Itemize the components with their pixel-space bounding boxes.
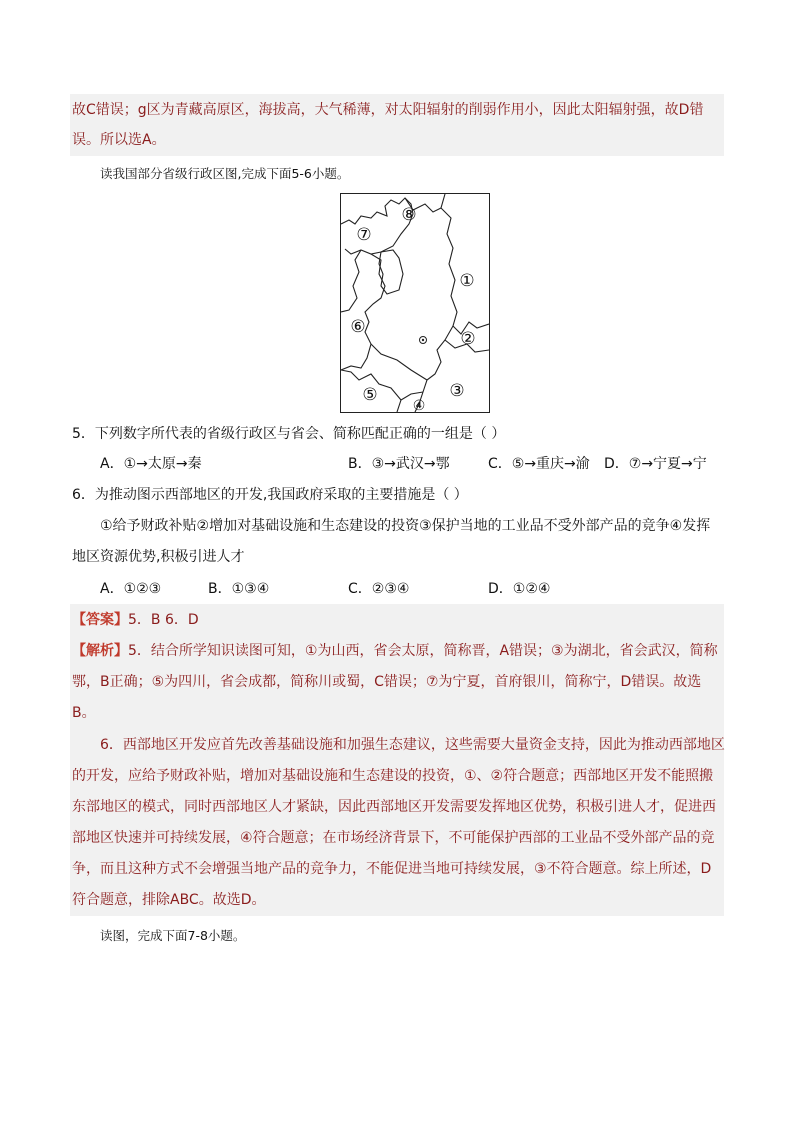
q5-option-c: C．⑤→重庆→渝 bbox=[488, 456, 590, 472]
analysis-line bbox=[72, 641, 718, 661]
question-intro: 读我国部分省级行政区图,完成下面5-6小题。 bbox=[100, 166, 350, 181]
map-label-8: ⑧ bbox=[401, 205, 417, 225]
map-label-6: ⑥ bbox=[350, 317, 366, 337]
q5-option-b: B．③→武汉→鄂 bbox=[348, 456, 450, 472]
map-label-1: ① bbox=[459, 271, 475, 291]
explanation-line: 误。所以选A。 bbox=[72, 132, 166, 148]
q5-option-d: D．⑦→宁夏→宁 bbox=[604, 456, 707, 472]
map-label-4: ④ bbox=[412, 398, 426, 412]
q6-option-a: A．①②③ bbox=[100, 581, 162, 597]
q5-option-a: A．①→太原→秦 bbox=[100, 456, 202, 472]
question-intro: 读图，完成下面7-8小题。 bbox=[100, 928, 246, 943]
analysis-tag: 【解析】 bbox=[72, 643, 128, 659]
answer-text: 5．B 6．D bbox=[128, 612, 199, 628]
q6-option-b: B．①③④ bbox=[208, 581, 270, 597]
explanation-line: 故C错误；g区为青藏高原区，海拔高，大气稀薄，对太阳辐射的削弱作用小，因此太阳辐射强，故D错 bbox=[72, 102, 704, 118]
province-map-drawing bbox=[341, 194, 489, 412]
question-6-items: ①给予财政补贴②增加对基础设施和生态建设的投资③保护当地的工业品不受外部产品的竞争④发挥 bbox=[100, 518, 711, 534]
analysis-line: 的开发，应给予财政补贴，增加对基础设施和生态建设的投资，①、②符合题意；西部地区开发不能照搬 bbox=[72, 768, 714, 784]
question-6-stem: 6．为推动图示西部地区的开发,我国政府采取的主要措施是（ ） bbox=[72, 487, 468, 503]
analysis-text: 5．结合所学知识读图可知，①为山西，省会太原，简称晋，A错误；③为湖北，省会武汉，简称 bbox=[128, 643, 718, 659]
analysis-line: B。 bbox=[72, 705, 96, 721]
question-5-stem: 5．下列数字所代表的省级行政区与省会、简称匹配正确的一组是（ ） bbox=[72, 426, 506, 442]
analysis-line: 鄂，B正确；⑤为四川，省会成都，简称川或蜀，C错误；⑦为宁夏，首府银川，简称宁，D错误。故选 bbox=[72, 674, 702, 690]
map-label-7: ⑦ bbox=[356, 225, 372, 245]
analysis-line: 部地区快速并可持续发展，④符合题意；在市场经济背景下，不可能保护西部的工业品不受外部产品的竞 bbox=[72, 830, 715, 846]
map-label-3: ③ bbox=[449, 381, 465, 401]
analysis-line: 争，而且这种方式不会增强当地产品的竞争力，不能促进当地可持续发展，③不符合题意。综上所述，D bbox=[72, 861, 712, 877]
answer-line bbox=[72, 610, 199, 630]
province-map bbox=[340, 193, 490, 413]
q6-option-c: C．②③④ bbox=[348, 581, 410, 597]
map-label-2: ② bbox=[460, 329, 476, 349]
map-label-5: ⑤ bbox=[362, 385, 378, 405]
analysis-line: 6．西部地区开发应首先改善基础设施和加强生态建议，这些需要大量资金支持，因此为推动西部地区 bbox=[100, 737, 725, 753]
answer-tag: 【答案】 bbox=[72, 612, 128, 628]
question-6-items: 地区资源优势,积极引进人才 bbox=[72, 549, 245, 565]
analysis-line: 东部地区的模式，同时西部地区人才紧缺，因此西部地区开发需要发挥地区优势，积极引进人才，促进西 bbox=[72, 799, 716, 815]
analysis-line: 符合题意，排除ABC。故选D。 bbox=[72, 892, 266, 908]
q6-option-d: D．①②④ bbox=[488, 581, 551, 597]
